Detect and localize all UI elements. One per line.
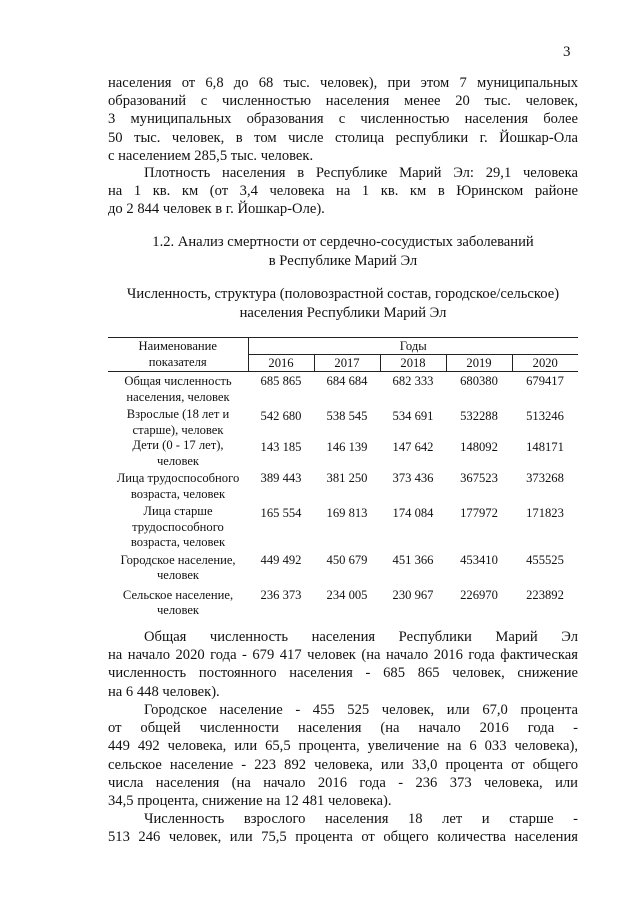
table-row	[108, 469, 578, 504]
year-header: 2017	[314, 355, 380, 372]
cell-value: 234 005	[326, 587, 368, 602]
population-table	[108, 337, 578, 621]
text-line: с населением 285,5 тыс. человек.	[108, 147, 314, 164]
cell-value: 171823	[526, 506, 564, 520]
table-caption	[108, 285, 578, 323]
cell-value: 680380	[460, 374, 498, 388]
cell-value: 679417	[526, 374, 564, 388]
cell-value: 455525	[526, 552, 564, 567]
cell-value: 148171	[526, 440, 564, 454]
text-line: населения от 6,8 до 68 тыс. человек), при этом 7 муниципальных	[108, 75, 578, 91]
text-line: на начало 2020 года - 679 417 человек (на начало 2016 года фактическая	[108, 647, 578, 664]
cell-value: 373268	[526, 471, 564, 485]
text-line: численность постоянного населения - 685 865 человек, снижение	[108, 665, 578, 682]
year-header: 2020	[512, 355, 578, 372]
density-paragraph	[108, 164, 578, 219]
row-label: Городское население, человек	[120, 552, 236, 582]
text-line: сельское население - 223 892 человека, или 33,0 процента от общего	[108, 756, 578, 773]
cell-value: 684 684	[326, 374, 368, 388]
heading-line: 1.2. Анализ смертности от сердечно-сосудистых заболеваний	[152, 234, 534, 250]
top-paragraph	[108, 74, 578, 165]
section-heading	[108, 233, 578, 271]
cell-value: 174 084	[392, 506, 434, 520]
year-header: 2016	[248, 355, 314, 372]
text-line: от общей численности населения (на начало 2016 года -	[108, 720, 578, 737]
cell-value: 389 443	[260, 471, 302, 485]
indicator-header: Наименование показателя	[108, 338, 248, 372]
cell-value: 223892	[526, 587, 564, 602]
cell-value: 449 492	[260, 552, 302, 567]
row-label: Дети (0 - 17 лет), человек	[132, 438, 224, 468]
heading-line: в Республике Марий Эл	[268, 253, 418, 269]
table-row	[108, 372, 578, 408]
table-row	[108, 438, 578, 469]
cell-value: 542 680	[260, 409, 302, 423]
total-population-paragraph	[108, 628, 578, 701]
cell-value: 453410	[460, 552, 498, 567]
text-line: числа населения (на начало 2016 года - 236 373 человека, или	[108, 774, 578, 791]
text-line: на 1 кв. км (от 3,4 человека на 1 кв. км в Юринском районе	[108, 183, 578, 200]
cell-value: 230 967	[392, 587, 434, 602]
page-number: 3	[563, 44, 571, 60]
row-label: Общая численность населения, человек	[124, 374, 232, 404]
row-label: Взрослые (18 лет и старше), человек	[126, 407, 230, 437]
cell-value: 682 333	[392, 374, 434, 388]
text-line: Численность взрослого населения 18 лет и старше -	[144, 811, 578, 827]
text-line: 50 тыс. человек, в том числе столица республики г. Йошкар-Ола	[108, 129, 578, 146]
text-line: 513 246 человек, или 75,5 процента от общего количества населения	[108, 829, 578, 846]
years-header: Годы	[248, 338, 578, 355]
cell-value: 381 250	[326, 471, 368, 485]
text-line: 3 муниципальных образования с численностью населения более	[108, 111, 578, 128]
cell-value: 367523	[460, 471, 498, 485]
table-row	[108, 551, 578, 586]
row-label: Лица трудоспособного возраста, человек	[116, 471, 240, 501]
table-row	[108, 586, 578, 621]
text-line: 449 492 человека, или 65,5 процента, увеличение на 6 033 человека),	[108, 738, 578, 755]
text-line: на 6 448 человек).	[108, 683, 220, 700]
row-label: Лица старше трудоспособного возраста, человек	[130, 504, 226, 549]
cell-value: 169 813	[326, 506, 368, 520]
cell-value: 532288	[460, 409, 498, 423]
cell-value: 236 373	[260, 587, 302, 602]
cell-value: 534 691	[392, 409, 434, 423]
year-header: 2019	[446, 355, 512, 372]
text-line: Плотность населения в Республике Марий Эл: 29,1 человека	[144, 165, 578, 181]
cell-value: 177972	[460, 506, 498, 520]
cell-value: 165 554	[260, 506, 302, 520]
year-header: 2018	[380, 355, 446, 372]
cell-value: 143 185	[260, 440, 302, 454]
cell-value: 146 139	[326, 440, 368, 454]
caption-line: населения Республики Марий Эл	[239, 305, 447, 321]
caption-line: Численность, структура (половозрастной состав, городское/сельское)	[126, 286, 560, 302]
cell-value: 147 642	[392, 440, 434, 454]
cell-value: 451 366	[392, 552, 434, 567]
table-row	[108, 407, 578, 438]
text-line: до 2 844 человек в г. Йошкар-Оле).	[108, 201, 325, 218]
cell-value: 226970	[460, 587, 498, 602]
cell-value: 373 436	[392, 471, 434, 485]
urban-rural-paragraph	[108, 701, 578, 810]
adult-population-paragraph	[108, 810, 578, 846]
text-line: Городское население - 455 525 человек, или 67,0 процента	[144, 702, 578, 718]
text-line: Общая численность населения Республики Марий Эл	[144, 629, 578, 645]
text-line: образований с численностью населения менее 20 тыс. человек,	[108, 93, 578, 110]
cell-value: 538 545	[326, 409, 368, 423]
cell-value: 685 865	[260, 374, 302, 388]
cell-value: 148092	[460, 440, 498, 454]
table-header-row	[108, 338, 578, 355]
text-line: 34,5 процента, снижение на 12 481 человека).	[108, 792, 392, 809]
row-label: Сельское население, человек	[122, 587, 234, 617]
table-row	[108, 504, 578, 551]
cell-value: 513246	[526, 409, 564, 423]
cell-value: 450 679	[326, 552, 368, 567]
